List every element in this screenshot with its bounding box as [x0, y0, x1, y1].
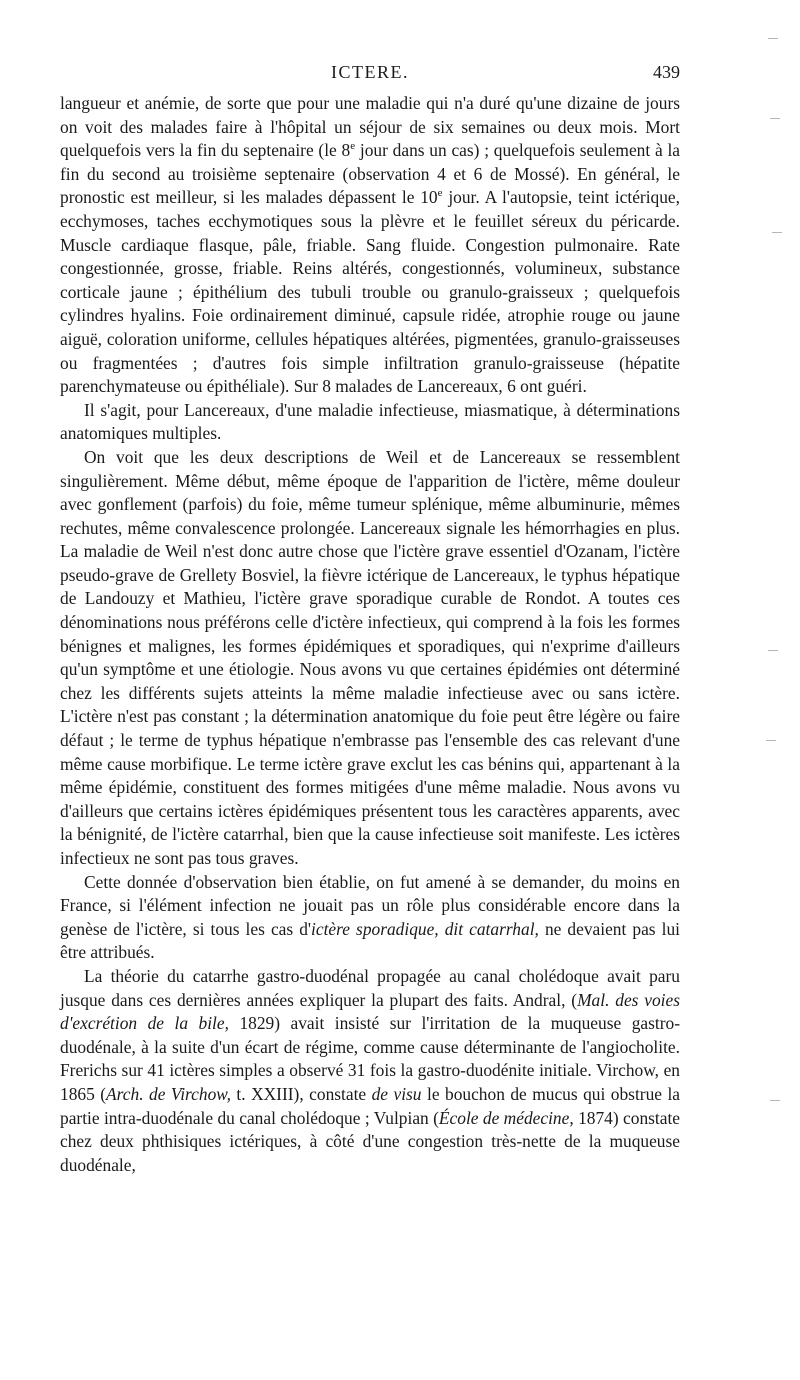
italic-text: Mal. des voies d'excrétion de la bile, [60, 989, 680, 1034]
superscript: e [437, 187, 443, 200]
paragraph [60, 399, 680, 446]
text-run: jour dans un cas) ; quelquefois seulement à la fin du second au troisième septenaire (observation 4 et 6 de Mossé). En général, le pronostic est meilleur, si les malades dépassent le 10 [60, 140, 681, 208]
text-run: jour. A l'autopsie, teint ictérique, ecchymoses, taches ecchymotiques sous la plèvre et le feuillet séreux du péricarde. Muscle cardiaque flasque, pâle, friable. Sang fluide. Congestion pulmonaire. Rate congestionnée, grosse, friable. Reins altérés, congestionnés, volumineux, substance corticale jaune ; épithélium des tubuli trouble ou granulo-graisseux ; quelquefois cylindres hyalins. Foie ordinairement diminué, capsule ridée, atrophie rouge ou jaune aiguë, coloration uniforme, cellules hépatiques altérées, pigmentées, granulo-graisseuses ou fragmentées ; d'autres fois simple infiltration granulo-graisseuse (hépatite parenchymateuse ou épithéliale). Sur 8 malades de Lancereaux, 6 ont guéri. [60, 187, 680, 397]
italic-text: ictère sporadique, dit catarrhal, [311, 918, 539, 939]
text-run: le bouchon de mucus qui obstrue la partie intra-duodénale du canal cholédoque ; Vulpian ( [60, 1083, 681, 1128]
text-run: 1874) constate chez deux phthisiques ictériques, à côté d'une congestion très-nette de la muqueuse duodénale, [60, 1107, 681, 1175]
text-run: t. XXIII), constate [230, 1083, 372, 1104]
text-run: La théorie du catarrhe gastro-duodénal propagée au canal cholédoque avait paru jusque dans ces dernières années expliquer la plupart des faits. Andral, ( [60, 965, 680, 1010]
margin-mark [772, 232, 782, 233]
running-head [60, 62, 680, 90]
margin-mark [768, 650, 778, 651]
italic-text: de visu [371, 1083, 422, 1104]
margin-mark [766, 740, 776, 741]
page-number: 439 [653, 62, 680, 82]
text-run: Il s'agit, pour Lancereaux, d'une maladie infectieuse, miasmatique, à déterminations anatomiques multiples. [60, 399, 680, 444]
text-run: 1829) avait insisté sur l'irritation de la muqueuse gastro-duodénale, à la suite d'un écart de régime, comme cause déterminante de l'angiocholite. Frerichs sur 41 ictères simples a observé 31 fois la gastro-duodénite initiale. Virchow, en 1865 ( [60, 1013, 680, 1104]
italic-text: Arch. de Virchow, [106, 1083, 231, 1104]
body-text [60, 92, 680, 1177]
text-run: On voit que les deux descriptions de Weil et de Lancereaux se ressemblent singulièrement. Même début, même époque de l'apparition de l'ictère, même douleur avec gonflement (parfois) du foie, même tumeur splénique, même albuminurie, mêmes rechutes, même convalescence prolongée. Lancereaux signale les hémorrhagies en plus. La maladie de Weil n'est donc autre chose que l'ictère grave essentiel d'Ozanam, l'ictère pseudo-grave de Grellety Bosviel, la fièvre ictérique de Lancereaux, le typhus hépatique de Landouzy et Mathieu, l'ictère grave sporadique curable de Rondot. A toutes ces dénominations nous préférons celle d'ictère infectieux, qui comprend à la fois les formes bénignes et malignes, les formes épidémiques et sporadiques, qui n'exprime d'ailleurs qu'un symptôme et une étiologie. Nous avons vu que certaines épidémies ont déterminé chez les différents sujets atteints la même maladie infectieuse avec ou sans ictère. L'ictère n'est pas constant ; la détermination anatomique du foie peut être légère ou faire défaut ; le terme de typhus hépatique n'embrasse pas l'ensemble des cas relevant d'une même cause morbifique. Le terme ictère grave exclut les cas bénins qui, appartenant à la même épidémie, constituent des formes mitigées d'une même maladie. Nous avons vu d'ailleurs que certains ictères épidémiques présentent tous les caractères apparents, avec la bénignité, de l'ictère catarrhal, bien que la cause infectieuse soit manifeste. Les ictères infectieux ne sont pas tous graves. [60, 446, 680, 868]
text-run: langueur et anémie, de sorte que pour une maladie qui n'a duré qu'une dizaine de jours on voit des malades faire à l'hôpital un séjour de six semaines ou deux mois. Mort quelquefois vers la fin du septenaire (le 8 [60, 93, 680, 161]
paragraph [60, 965, 680, 1177]
margin-mark [768, 38, 778, 39]
superscript: e [350, 140, 356, 153]
paragraph [60, 92, 680, 399]
italic-text: École de médecine, [438, 1107, 574, 1128]
margin-mark [770, 1100, 780, 1101]
margin-mark [770, 118, 780, 119]
paragraph [60, 871, 680, 965]
running-title: ICTERE. [331, 62, 409, 82]
paragraph [60, 446, 680, 871]
text-run: Cette donnée d'observation bien établie, on fut amené à se demander, du moins en France, si l'élément infection ne jouait pas un rôle plus considérable encore dans la genèse de l'ictère, si tous les cas d' [60, 871, 680, 939]
text-run: ne devaient pas lui être attribués. [60, 918, 680, 963]
